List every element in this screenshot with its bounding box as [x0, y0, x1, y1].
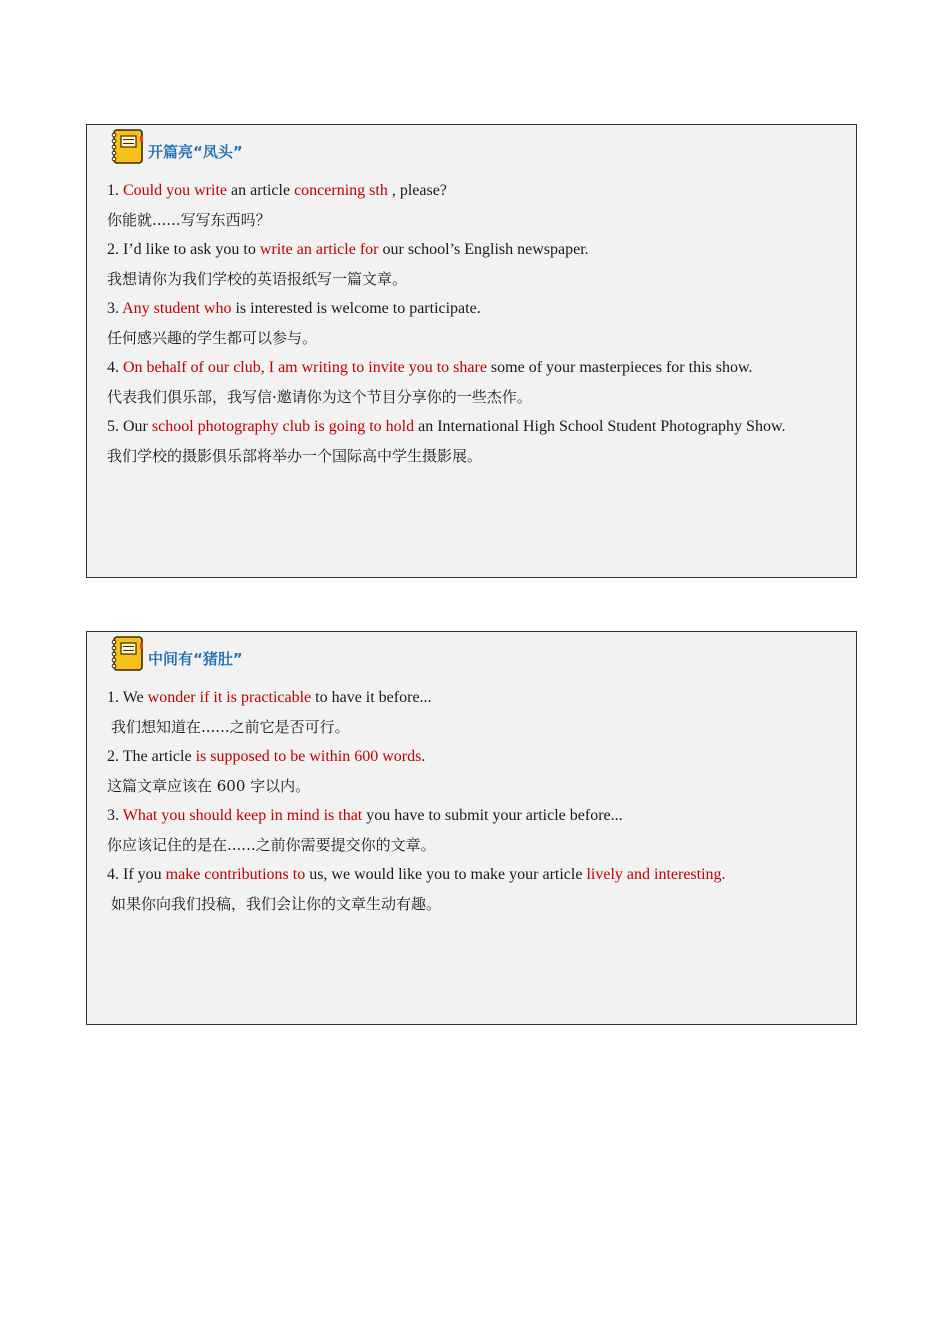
section-header — [109, 635, 243, 672]
phrase-en-3: 3. Any student who is interested is welcome to participate. — [107, 300, 481, 317]
phrase-en-5: 5. Our school photography club is going to hold an International High School Student Photography Show. — [107, 418, 786, 435]
highlight-phrase: On behalf of our club, I am writing to invite you to share — [123, 359, 487, 376]
section-title: 中间有“猪肚” — [148, 650, 243, 668]
phrase-en-2: 2. I’d like to ask you to write an article for our school’s English newspaper. — [107, 241, 589, 258]
highlight-phrase: write an article for — [259, 241, 379, 258]
phrase-zh-1: 你能就......写写东西吗？ — [107, 210, 271, 229]
phrase-zh-4: 如果你向我们投稿，我们会让你的文章生动有趣。 — [111, 894, 442, 913]
phrase-en-1: 1. Could you write an article concerning sth , please? — [107, 182, 447, 199]
highlight-phrase: Any student who — [122, 300, 232, 317]
phrase-list — [107, 683, 846, 919]
section-panel-opening — [86, 124, 857, 578]
highlight-phrase: What you should keep in mind is that — [122, 807, 363, 824]
phrase-en-3: 3. What you should keep in mind is that you have to submit your article before... — [107, 807, 623, 824]
section-title: 开篇亮“凤头” — [148, 143, 243, 161]
phrase-zh-3: 任何感兴趣的学生都可以参与。 — [107, 328, 318, 347]
phrase-zh-3: 你应该记住的是在......之前你需要提交你的文章。 — [107, 835, 436, 854]
highlight-phrase: Could you write — [123, 182, 227, 199]
phrase-en-2: 2. The article is supposed to be within 600 words. — [107, 748, 426, 765]
phrase-zh-5: 我们学校的摄影俱乐部将举办一个国际高中学生摄影展。 — [107, 446, 483, 465]
highlight-phrase: is supposed to be within 600 words — [195, 748, 422, 765]
highlight-phrase: make contributions to — [165, 866, 306, 883]
notebook-icon — [109, 128, 146, 165]
phrase-en-1: 1. We wonder if it is practicable to have it before... — [107, 689, 432, 706]
phrase-zh-4: 代表我们俱乐部，我写信·邀请你为这个节目分享你的一些杰作。 — [107, 387, 532, 406]
section-header — [109, 128, 243, 165]
phrase-zh-2: 这篇文章应该在 600 字以内。 — [107, 776, 311, 795]
highlight-phrase: lively and interesting. — [586, 866, 726, 883]
phrase-en-4: 4. If you make contributions to us, we would like you to make your article lively and interesting. — [107, 866, 726, 883]
phrase-en-4: 4. On behalf of our club, I am writing to invite you to share some of your masterpieces for this show. — [107, 359, 753, 376]
phrase-list — [107, 176, 846, 471]
section-panel-middle — [86, 631, 857, 1025]
phrase-zh-1: 我们想知道在......之前它是否可行。 — [111, 717, 350, 736]
phrase-zh-2: 我想请你为我们学校的英语报纸写一篇文章。 — [107, 269, 408, 288]
highlight-phrase: wonder if it is practicable — [147, 689, 312, 706]
notebook-icon — [109, 635, 146, 672]
highlight-phrase: concerning sth — [294, 182, 388, 199]
highlight-phrase: school photography club is going to hold — [151, 418, 415, 435]
